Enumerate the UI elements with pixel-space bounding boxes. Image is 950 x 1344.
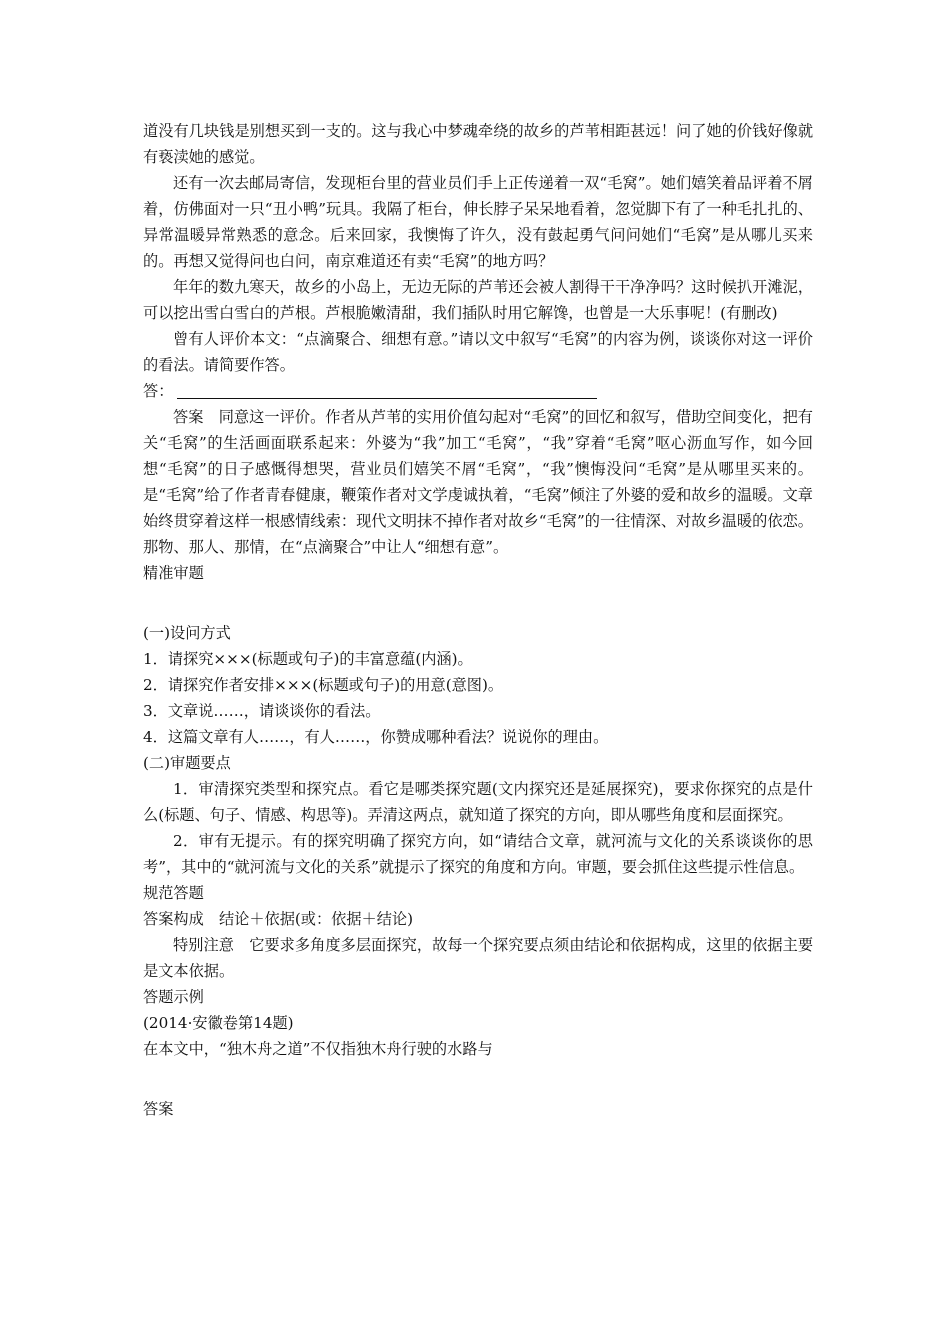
question-text: 曾有人评价本文：“点滴聚合、细想有意。”请以文中叙写“毛窝”的内容为例，谈谈你对这一评价的看法。请简要作答。 — [143, 330, 813, 374]
list-item: 2．请探究作者安排×××(标题或句子)的用意(意图)。 — [143, 676, 504, 694]
spacer — [143, 586, 813, 620]
answer-blank-line — [177, 380, 597, 399]
answer-text: 答案 同意这一评价。作者从芦苇的实用价值勾起对“毛窝”的回忆和叙写，借助空间变化，把有关“毛窝”的生活画面联系起来：外婆为“我”加工“毛窝”，“我”穿着“毛窝”呕心沥血写作，如今回想“毛窝”的日子感慨得想哭，营业员们嬉笑不屑“毛窝”，“我”懊悔没问“毛窝”是从哪里买来的。是“毛窝”给了作者青春健康，鞭策作者对文学虔诚执着，“毛窝”倾注了外婆的爱和故乡的温暖。文章始终贯穿着这样一根感情线索：现代文明抹不掉作者对故乡“毛窝”的一往情深、对故乡温暖的依恋。那物、那人、那情，在“点滴聚合”中让人“细想有意”。 — [143, 408, 813, 556]
spacer — [143, 1062, 813, 1096]
answer-line — [143, 378, 813, 404]
paragraph-2: 还有一次去邮局寄信，发现柜台里的营业员们手上正传递着一双“毛窝”。她们嬉笑着品评着不屑着，仿佛面对一只“丑小鸭”玩具。我隔了柜台，伸长脖子呆呆地看着，忽觉脚下有了一种毛扎扎的、异常温暖异常熟悉的意念。后来回家，我懊悔了许久，没有鼓起勇气问问她们“毛窝”是从哪儿买来的。再想又觉得问也白问，南京难道还有卖“毛窝”的地方吗？ — [143, 174, 813, 270]
document-body — [143, 118, 813, 1122]
key-point-2: 2．审有无提示。有的探究明确了探究方向，如“请结合文章，就河流与文化的关系谈谈你的思考”，其中的“就河流与文化的关系”就提示了探究的角度和方向。审题，要会抓住这些提示性信息。 — [143, 832, 813, 876]
paragraph-3: 年年的数九寒天，故乡的小岛上，无边无际的芦苇还会被人割得干干净净吗？这时候扒开滩泥，可以挖出雪白雪白的芦根。芦根脆嫩清甜，我们插队时用它解馋，也曾是一大乐事呢！(有删改) — [143, 278, 813, 322]
example-question: 在本文中，“独木舟之道”不仅指独木舟行驶的水路与 — [143, 1040, 493, 1058]
special-note: 特别注意 它要求多角度多层面探究，故每一个探究要点须由结论和依据构成，这里的依据主要是文本依据。 — [143, 936, 813, 980]
list-item: 4．这篇文章有人……，有人……，你赞成哪种看法？说说你的理由。 — [143, 728, 609, 746]
list-item: 3．文章说……，请谈谈你的看法。 — [143, 702, 381, 720]
subheading-key-points: (二)审题要点 — [143, 754, 231, 772]
subheading-question-forms: (一)设问方式 — [143, 624, 231, 642]
heading-standard: 规范答题 — [143, 884, 204, 902]
answer-structure: 答案构成 结论＋依据(或：依据＋结论) — [143, 910, 414, 928]
heading-precise: 精准审题 — [143, 564, 204, 582]
key-point-1: 1．审清探究类型和探究点。看它是哪类探究题(文内探究还是延展探究)，要求你探究的点是什么(标题、句子、情感、构思等)。弄清这两点，就知道了探究的方向，即从哪些角度和层面探究。 — [143, 780, 813, 824]
example-source: (2014·安徽卷第14题) — [143, 1014, 294, 1032]
heading-example: 答题示例 — [143, 988, 204, 1006]
paragraph-1: 道没有几块钱是别想买到一支的。这与我心中梦魂牵绕的故乡的芦苇相距甚远！问了她的价钱好像就有亵渎她的感觉。 — [143, 122, 813, 166]
list-item: 1．请探究×××(标题或句子)的丰富意蕴(内涵)。 — [143, 650, 473, 668]
example-answer-label: 答案 — [143, 1100, 174, 1118]
answer-prompt: 答： — [143, 382, 174, 400]
